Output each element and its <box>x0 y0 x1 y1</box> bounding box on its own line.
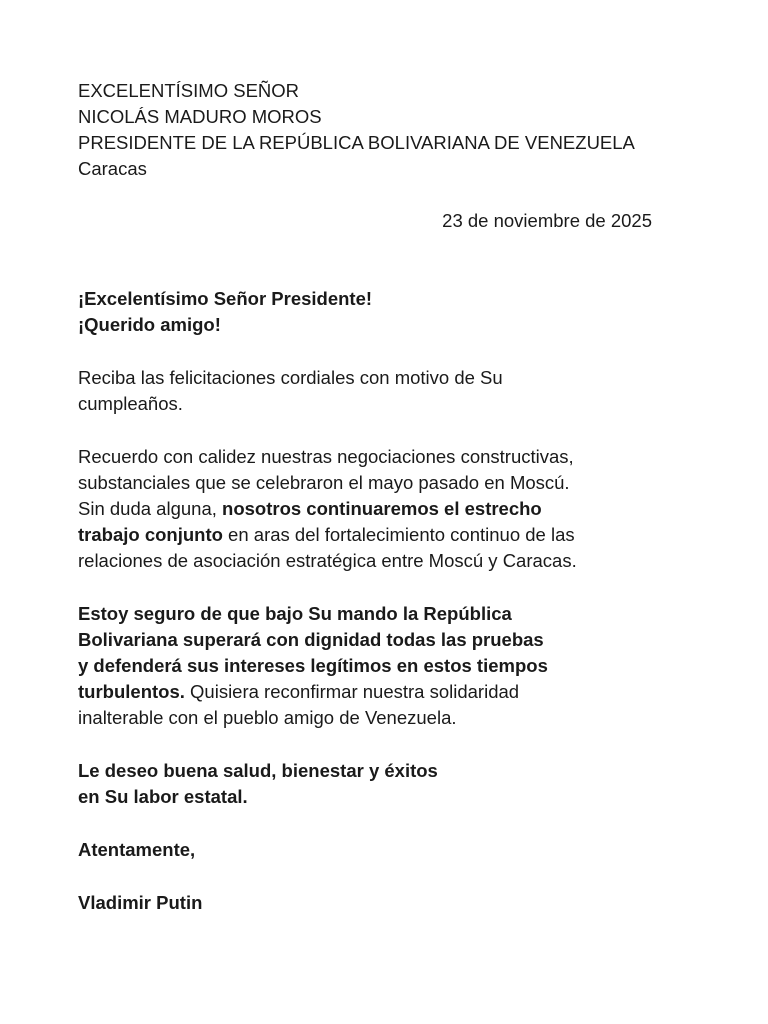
paragraph-line: Reciba las felicitaciones cordiales con motivo de Su <box>78 367 503 388</box>
paragraph-text: en aras del fortalecimiento continuo de las <box>222 524 575 545</box>
paragraph-bold-text: nosotros continuaremos el estrecho <box>222 498 542 519</box>
paragraph-birthday <box>78 365 678 417</box>
addressee-block <box>78 78 635 182</box>
letter-date: 23 de noviembre de 2025 <box>442 210 652 231</box>
paragraph-line: Le deseo buena salud, bienestar y éxitos <box>78 760 438 781</box>
paragraph-line: relaciones de asociación estratégica entre Moscú y Caracas. <box>78 550 577 571</box>
paragraph-line <box>78 496 678 522</box>
paragraph-line: Recuerdo con calidez nuestras negociaciones constructivas, <box>78 446 574 467</box>
addressee-line-name: NICOLÁS MADURO MOROS <box>78 106 322 127</box>
paragraph-bold-text: turbulentos. <box>78 681 185 702</box>
paragraph-line: inalterable con el pueblo amigo de Venezuela. <box>78 707 457 728</box>
paragraph-line: cumpleaños. <box>78 393 183 414</box>
paragraph-text: Sin duda alguna, <box>78 498 223 519</box>
addressee-line-title: EXCELENTÍSIMO SEÑOR <box>78 80 300 101</box>
signature-name: Vladimir Putin <box>78 892 203 913</box>
letter-body <box>78 286 678 916</box>
paragraph-text: Quisiera reconfirmar nuestra solidaridad <box>184 681 520 702</box>
paragraph-line: Bolivariana superará con dignidad todas las pruebas <box>78 629 544 650</box>
salutation-line-1: ¡Excelentísimo Señor Presidente! <box>78 288 373 309</box>
paragraph-bold-text: trabajo conjunto <box>78 524 223 545</box>
paragraph-line <box>78 679 678 705</box>
closing-phrase: Atentamente, <box>78 839 196 860</box>
salutation-line-2: ¡Querido amigo! <box>78 314 221 335</box>
paragraph-wishes <box>78 758 678 810</box>
paragraph-line: substanciales que se celebraron el mayo pasado en Moscú. <box>78 472 570 493</box>
paragraph-line: y defenderá sus intereses legítimos en estos tiempos <box>78 655 548 676</box>
paragraph-negotiations <box>78 444 678 574</box>
paragraph-line <box>78 522 678 548</box>
salutation <box>78 286 678 338</box>
addressee-line-position: PRESIDENTE DE LA REPÚBLICA BOLIVARIANA DE VENEZUELA <box>78 132 635 153</box>
paragraph-line: en Su labor estatal. <box>78 786 248 807</box>
paragraph-line: Estoy seguro de que bajo Su mando la República <box>78 603 512 624</box>
addressee-line-city: Caracas <box>78 158 147 179</box>
paragraph-confidence <box>78 601 678 731</box>
